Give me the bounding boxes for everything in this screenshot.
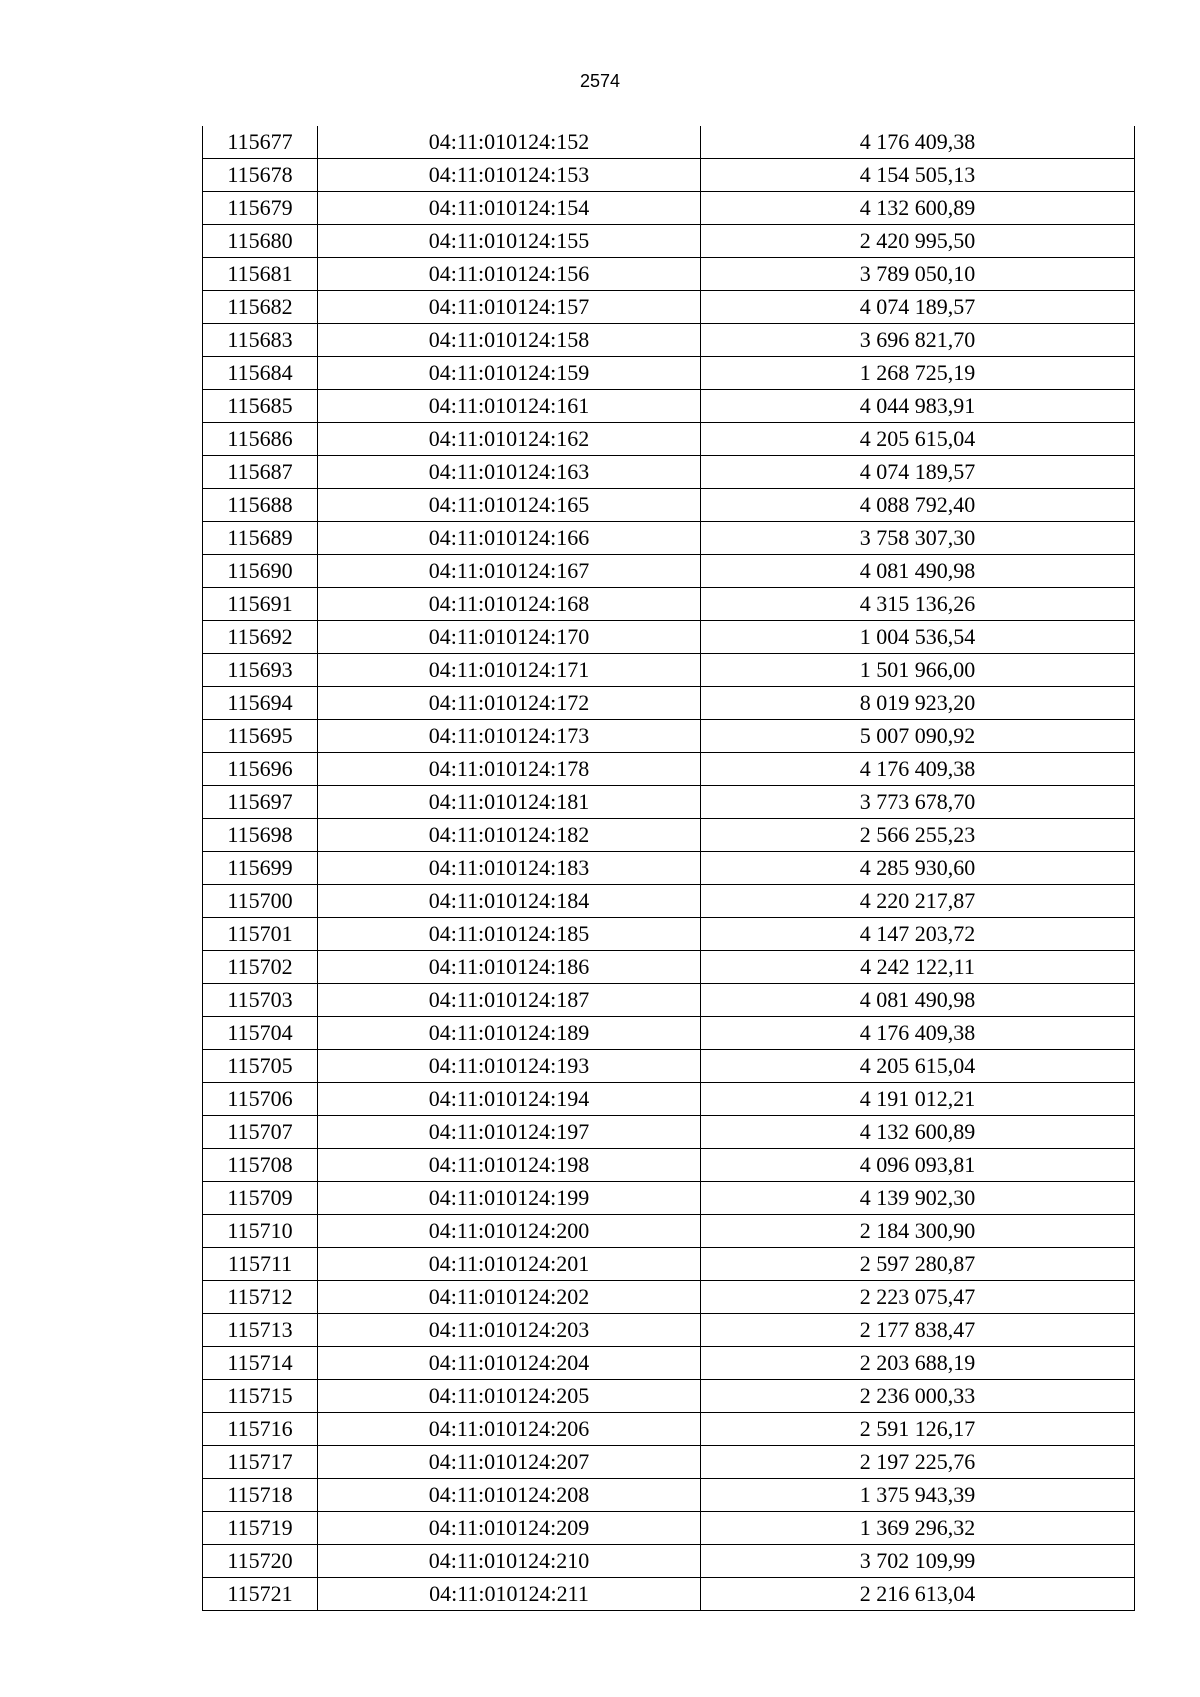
table-row: [203, 159, 1135, 192]
table-row: [203, 489, 1135, 522]
row-number-cell: 115713: [203, 1314, 318, 1347]
cadastral-value-cell: 4 074 189,57: [701, 291, 1135, 324]
table-row: [203, 522, 1135, 555]
cadastral-value-cell: 3 773 678,70: [701, 786, 1135, 819]
cadastral-number-cell: 04:11:010124:194: [318, 1083, 701, 1116]
row-number-cell: 115696: [203, 753, 318, 786]
row-number-cell: 115692: [203, 621, 318, 654]
cadastral-value-cell: 4 220 217,87: [701, 885, 1135, 918]
cadastral-value-cell: 2 420 995,50: [701, 225, 1135, 258]
table-row: [203, 1182, 1135, 1215]
cadastral-value-cell: 2 184 300,90: [701, 1215, 1135, 1248]
row-number-cell: 115702: [203, 951, 318, 984]
row-number-cell: 115697: [203, 786, 318, 819]
table-row: [203, 126, 1135, 159]
row-number-cell: 115698: [203, 819, 318, 852]
cadastral-number-cell: 04:11:010124:208: [318, 1479, 701, 1512]
table-row: [203, 258, 1135, 291]
row-number-cell: 115699: [203, 852, 318, 885]
row-number-cell: 115689: [203, 522, 318, 555]
row-number-cell: 115720: [203, 1545, 318, 1578]
cadastral-number-cell: 04:11:010124:198: [318, 1149, 701, 1182]
cadastral-number-cell: 04:11:010124:165: [318, 489, 701, 522]
cadastral-value-cell: 3 789 050,10: [701, 258, 1135, 291]
row-number-cell: 115705: [203, 1050, 318, 1083]
cadastral-number-cell: 04:11:010124:155: [318, 225, 701, 258]
cadastral-number-cell: 04:11:010124:207: [318, 1446, 701, 1479]
row-number-cell: 115714: [203, 1347, 318, 1380]
table-row: [203, 1050, 1135, 1083]
cadastral-number-cell: 04:11:010124:171: [318, 654, 701, 687]
table-row: [203, 1413, 1135, 1446]
cadastral-number-cell: 04:11:010124:154: [318, 192, 701, 225]
cadastral-value-cell: 4 074 189,57: [701, 456, 1135, 489]
row-number-cell: 115685: [203, 390, 318, 423]
row-number-cell: 115715: [203, 1380, 318, 1413]
cadastral-value-cell: 4 176 409,38: [701, 753, 1135, 786]
table-row: [203, 951, 1135, 984]
cadastral-number-cell: 04:11:010124:156: [318, 258, 701, 291]
row-number-cell: 115701: [203, 918, 318, 951]
cadastral-value-cell: 2 236 000,33: [701, 1380, 1135, 1413]
cadastral-number-cell: 04:11:010124:182: [318, 819, 701, 852]
row-number-cell: 115679: [203, 192, 318, 225]
cadastral-value-cell: 2 203 688,19: [701, 1347, 1135, 1380]
cadastral-number-cell: 04:11:010124:162: [318, 423, 701, 456]
cadastral-value-cell: 4 176 409,38: [701, 126, 1135, 159]
row-number-cell: 115706: [203, 1083, 318, 1116]
cadastral-number-cell: 04:11:010124:159: [318, 357, 701, 390]
table-row: [203, 654, 1135, 687]
row-number-cell: 115695: [203, 720, 318, 753]
table-row: [203, 786, 1135, 819]
cadastral-value-cell: 1 501 966,00: [701, 654, 1135, 687]
table-row: [203, 1479, 1135, 1512]
table-row: [203, 324, 1135, 357]
table-row: [203, 1578, 1135, 1611]
table-row: [203, 192, 1135, 225]
cadastral-value-cell: 4 088 792,40: [701, 489, 1135, 522]
table-row: [203, 555, 1135, 588]
cadastral-value-cell: 3 702 109,99: [701, 1545, 1135, 1578]
cadastral-value-table: [202, 126, 1135, 1611]
row-number-cell: 115686: [203, 423, 318, 456]
table-row: [203, 1116, 1135, 1149]
cadastral-number-cell: 04:11:010124:206: [318, 1413, 701, 1446]
row-number-cell: 115678: [203, 159, 318, 192]
table-row: [203, 1314, 1135, 1347]
cadastral-value-cell: 8 019 923,20: [701, 687, 1135, 720]
cadastral-number-cell: 04:11:010124:181: [318, 786, 701, 819]
cadastral-number-cell: 04:11:010124:158: [318, 324, 701, 357]
table-row: [203, 852, 1135, 885]
cadastral-number-cell: 04:11:010124:173: [318, 720, 701, 753]
cadastral-value-cell: 4 132 600,89: [701, 192, 1135, 225]
table-row: [203, 687, 1135, 720]
row-number-cell: 115690: [203, 555, 318, 588]
cadastral-number-cell: 04:11:010124:161: [318, 390, 701, 423]
cadastral-number-cell: 04:11:010124:201: [318, 1248, 701, 1281]
cadastral-value-cell: 4 132 600,89: [701, 1116, 1135, 1149]
cadastral-value-cell: 2 597 280,87: [701, 1248, 1135, 1281]
cadastral-value-cell: 5 007 090,92: [701, 720, 1135, 753]
table-row: [203, 984, 1135, 1017]
cadastral-value-cell: 4 096 093,81: [701, 1149, 1135, 1182]
cadastral-number-cell: 04:11:010124:197: [318, 1116, 701, 1149]
cadastral-value-cell: 4 205 615,04: [701, 423, 1135, 456]
row-number-cell: 115709: [203, 1182, 318, 1215]
row-number-cell: 115700: [203, 885, 318, 918]
table-row: [203, 1281, 1135, 1314]
row-number-cell: 115721: [203, 1578, 318, 1611]
cadastral-number-cell: 04:11:010124:172: [318, 687, 701, 720]
cadastral-number-cell: 04:11:010124:183: [318, 852, 701, 885]
cadastral-value-cell: 3 758 307,30: [701, 522, 1135, 555]
cadastral-number-cell: 04:11:010124:189: [318, 1017, 701, 1050]
cadastral-number-cell: 04:11:010124:152: [318, 126, 701, 159]
cadastral-value-cell: 2 216 613,04: [701, 1578, 1135, 1611]
row-number-cell: 115716: [203, 1413, 318, 1446]
row-number-cell: 115710: [203, 1215, 318, 1248]
row-number-cell: 115712: [203, 1281, 318, 1314]
row-number-cell: 115691: [203, 588, 318, 621]
cadastral-value-cell: 2 591 126,17: [701, 1413, 1135, 1446]
table-row: [203, 588, 1135, 621]
row-number-cell: 115704: [203, 1017, 318, 1050]
cadastral-number-cell: 04:11:010124:210: [318, 1545, 701, 1578]
cadastral-value-cell: 4 191 012,21: [701, 1083, 1135, 1116]
cadastral-value-cell: 4 154 505,13: [701, 159, 1135, 192]
row-number-cell: 115681: [203, 258, 318, 291]
cadastral-value-cell: 4 044 983,91: [701, 390, 1135, 423]
table-row: [203, 753, 1135, 786]
cadastral-value-cell: 1 369 296,32: [701, 1512, 1135, 1545]
table-row: [203, 357, 1135, 390]
cadastral-number-cell: 04:11:010124:202: [318, 1281, 701, 1314]
cadastral-number-cell: 04:11:010124:157: [318, 291, 701, 324]
cadastral-number-cell: 04:11:010124:186: [318, 951, 701, 984]
table-row: [203, 885, 1135, 918]
row-number-cell: 115707: [203, 1116, 318, 1149]
cadastral-value-cell: 4 176 409,38: [701, 1017, 1135, 1050]
table-row: [203, 1083, 1135, 1116]
table-row: [203, 918, 1135, 951]
row-number-cell: 115693: [203, 654, 318, 687]
cadastral-value-cell: 4 285 930,60: [701, 852, 1135, 885]
row-number-cell: 115677: [203, 126, 318, 159]
table-row: [203, 291, 1135, 324]
cadastral-value-cell: 1 004 536,54: [701, 621, 1135, 654]
cadastral-number-cell: 04:11:010124:199: [318, 1182, 701, 1215]
row-number-cell: 115718: [203, 1479, 318, 1512]
cadastral-number-cell: 04:11:010124:170: [318, 621, 701, 654]
page-number: 2574: [579, 71, 621, 91]
row-number-cell: 115711: [203, 1248, 318, 1281]
table-row: [203, 1248, 1135, 1281]
cadastral-value-cell: 4 242 122,11: [701, 951, 1135, 984]
cadastral-number-cell: 04:11:010124:204: [318, 1347, 701, 1380]
cadastral-value-cell: 1 375 943,39: [701, 1479, 1135, 1512]
cadastral-number-cell: 04:11:010124:193: [318, 1050, 701, 1083]
row-number-cell: 115687: [203, 456, 318, 489]
table-row: [203, 720, 1135, 753]
cadastral-number-cell: 04:11:010124:209: [318, 1512, 701, 1545]
cadastral-value-cell: 4 081 490,98: [701, 555, 1135, 588]
cadastral-number-cell: 04:11:010124:153: [318, 159, 701, 192]
cadastral-value-cell: 2 177 838,47: [701, 1314, 1135, 1347]
table-row: [203, 390, 1135, 423]
table-row: [203, 1512, 1135, 1545]
row-number-cell: 115703: [203, 984, 318, 1017]
cadastral-number-cell: 04:11:010124:167: [318, 555, 701, 588]
table-row: [203, 456, 1135, 489]
row-number-cell: 115719: [203, 1512, 318, 1545]
cadastral-number-cell: 04:11:010124:184: [318, 885, 701, 918]
table-row: [203, 621, 1135, 654]
table-row: [203, 1347, 1135, 1380]
cadastral-number-cell: 04:11:010124:203: [318, 1314, 701, 1347]
cadastral-value-cell: 2 197 225,76: [701, 1446, 1135, 1479]
cadastral-value-cell: 4 147 203,72: [701, 918, 1135, 951]
row-number-cell: 115688: [203, 489, 318, 522]
table-row: [203, 1380, 1135, 1413]
row-number-cell: 115682: [203, 291, 318, 324]
row-number-cell: 115684: [203, 357, 318, 390]
row-number-cell: 115694: [203, 687, 318, 720]
table-row: [203, 1215, 1135, 1248]
cadastral-value-cell: 2 223 075,47: [701, 1281, 1135, 1314]
cadastral-table-container: [202, 126, 1134, 1611]
cadastral-value-cell: 4 205 615,04: [701, 1050, 1135, 1083]
row-number-cell: 115708: [203, 1149, 318, 1182]
cadastral-value-cell: 3 696 821,70: [701, 324, 1135, 357]
cadastral-number-cell: 04:11:010124:185: [318, 918, 701, 951]
row-number-cell: 115683: [203, 324, 318, 357]
table-row: [203, 1149, 1135, 1182]
table-row: [203, 1017, 1135, 1050]
cadastral-value-cell: 4 081 490,98: [701, 984, 1135, 1017]
table-row: [203, 423, 1135, 456]
cadastral-number-cell: 04:11:010124:163: [318, 456, 701, 489]
table-row: [203, 1545, 1135, 1578]
cadastral-number-cell: 04:11:010124:211: [318, 1578, 701, 1611]
cadastral-number-cell: 04:11:010124:187: [318, 984, 701, 1017]
table-row: [203, 225, 1135, 258]
cadastral-number-cell: 04:11:010124:178: [318, 753, 701, 786]
table-row: [203, 819, 1135, 852]
cadastral-number-cell: 04:11:010124:200: [318, 1215, 701, 1248]
cadastral-value-cell: 4 315 136,26: [701, 588, 1135, 621]
table-row: [203, 1446, 1135, 1479]
cadastral-number-cell: 04:11:010124:168: [318, 588, 701, 621]
cadastral-value-cell: 2 566 255,23: [701, 819, 1135, 852]
row-number-cell: 115717: [203, 1446, 318, 1479]
table-body: [203, 126, 1135, 1611]
row-number-cell: 115680: [203, 225, 318, 258]
cadastral-number-cell: 04:11:010124:205: [318, 1380, 701, 1413]
cadastral-number-cell: 04:11:010124:166: [318, 522, 701, 555]
cadastral-value-cell: 1 268 725,19: [701, 357, 1135, 390]
cadastral-value-cell: 4 139 902,30: [701, 1182, 1135, 1215]
